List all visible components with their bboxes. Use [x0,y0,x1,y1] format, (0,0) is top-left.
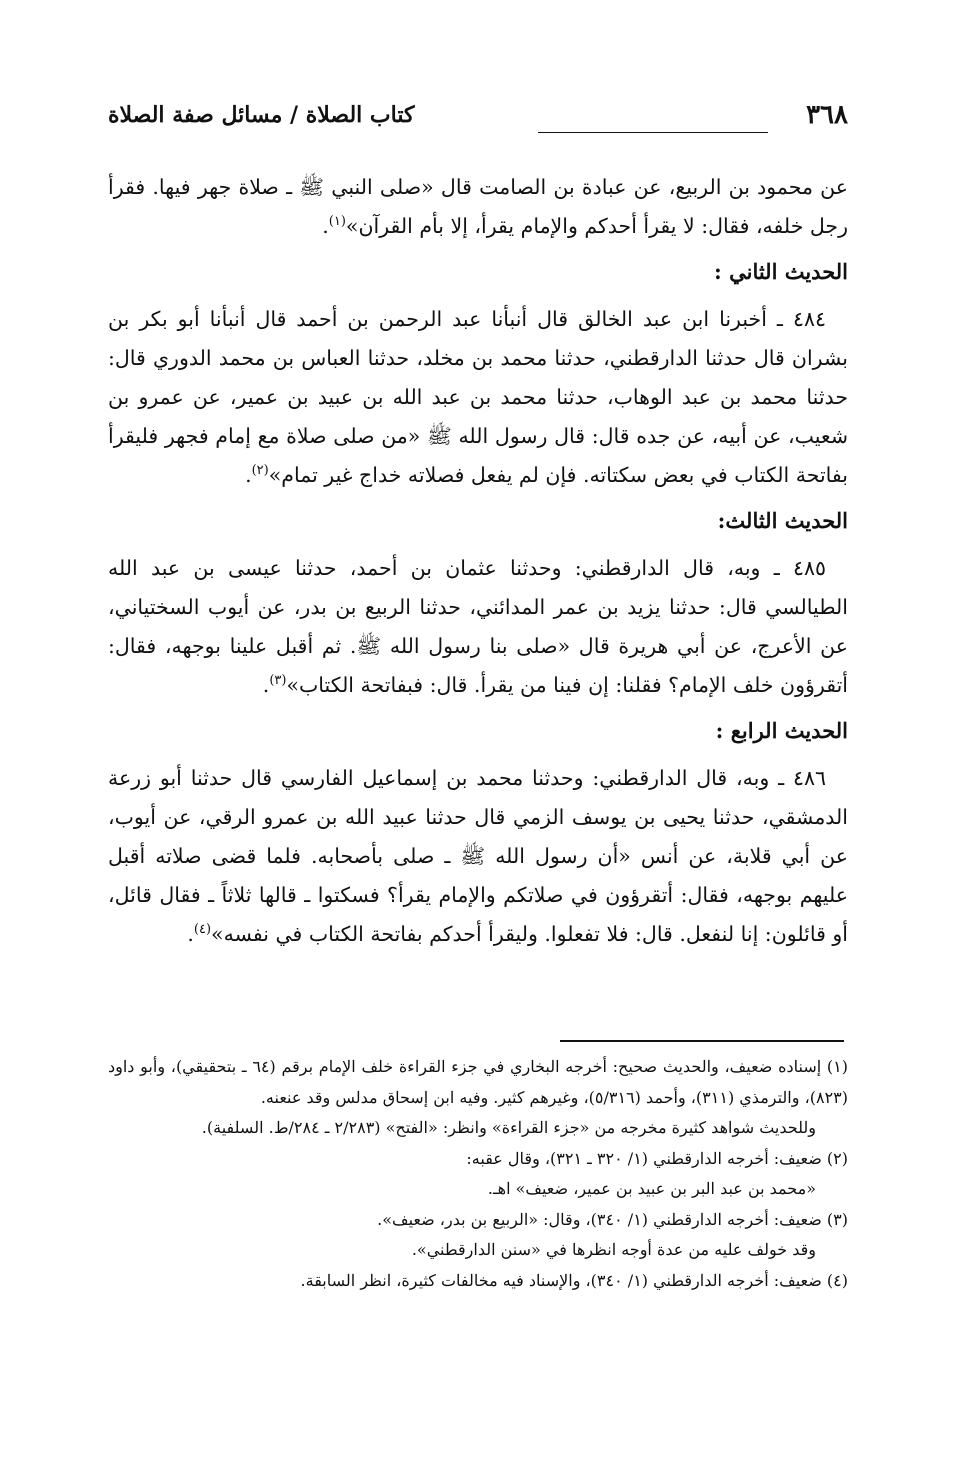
paragraph-3: ٤٨٥ ـ وبه، قال الدارقطني: وحدثنا عثمان بن أحمد، حدثنا عيسى بن عبد الله الطيالسي قال: حدثنا يزيد بن عمر المدائني، حدثنا الربيع بن بدر، عن أيوب السختياني، عن الأعرج، عن أبي هريرة قال «صلى بنا رسول الله ﷺ. ثم أقبل علينا بوجهه، فقال: أتقرؤون خلف الإمام؟ فقلنا: إن فينا من يقرأ. قال: فبفاتحة الكتاب»$^{(٣)}$. [108,556,848,697]
page-number: ٣٦٨ [806,100,848,130]
header-rule [538,132,768,133]
footnote-separator [560,1040,844,1042]
section-heading-2: الحديث الثاني : [714,259,848,284]
footnote-3: (٣) ضعيف: أخرجه الدارقطني (١/ ٣٤٠)، وقال: «الربيع بن بدر، ضعيف». [377,1209,848,1229]
footnotes [108,1052,848,1296]
section-heading-4: الحديث الرابع : [715,718,848,743]
footnote-2: (٢) ضعيف: أخرجه الدارقطني (١/ ٣٢٠ ـ ٣٢١)، وقال عقبه: [466,1148,848,1168]
main-text [108,168,848,954]
page-header [108,100,848,140]
footnote-ref-4: (٤) [193,922,212,938]
footnote-3-continued: وقد خولف عليه من عدة أوجه انظرها في «سنن الدارقطني». [411,1240,816,1259]
paragraph-4: ٤٨٦ ـ وبه، قال الدارقطني: وحدثنا محمد بن إسماعيل الفارسي قال حدثنا أبو زرعة الدمشقي، حدثنا يحيى بن يوسف الزمي قال حدثنا عبيد الله بن عمرو الرقي، عن أيوب، عن أبي قلابة، عن أنس «أن رسول الله ﷺ ـ صلى بأصحابه. فلما قضى صلاته أقبل عليهم بوجهه، فقال: أتقرؤون في صلاتكم والإمام يقرأ؟ فسكتوا ـ قالها ثلاثاً ـ فقال قائل، أو قائلون: إنا لنفعل. قال: فلا تفعلوا. وليقرأ أحدكم بفاتحة الكتاب في نفسه»$^{(٤)}$. [108,766,848,946]
paragraph-1: عن محمود بن الربيع، عن عبادة بن الصامت قال «صلى النبي ﷺ ـ صلاة جهر فيها. فقرأ رجل خلفه، فقال: لا يقرأ أحدكم والإمام يقرأ، إلا بأم القرآن»$^{(١)}$. [108,175,848,238]
footnote-1: (١) إسناده ضعيف، والحديث صحيح: أخرجه البخاري في جزء القراءة خلف الإمام برقم (٦٤ ـ بتحقيقي)، وأبو داود (٨٢٣)، والترمذي (٣١١)، وأحمد (٥/٣١٦)، وغيرهم كثير. وفيه ابن إسحاق مدلس وقد عنعنه. [108,1057,848,1107]
footnote-ref-2: (٢) [251,463,269,479]
section-heading-3: الحديث الثالث: [717,508,848,533]
footnote-1-continued: وللحديث شواهد كثيرة مخرجه من «جزء القراءة» وانظر: «الفتح» (٢/٢٨٣ ـ ٢٨٤/ط. السلفية). [201,1118,816,1137]
paragraph-2: ٤٨٤ ـ أخبرنا ابن عبد الخالق قال أنبأنا عبد الرحمن بن أحمد قال أنبأنا أبو بكر بن بشران قال حدثنا الدارقطني، حدثنا محمد بن مخلد، حدثنا العباس بن محمد الدوري قال: حدثنا محمد بن عبد الوهاب، حدثنا محمد بن عبد الله بن عبيد بن عمير، عن عمرو بن شعيب، عن أبيه، عن جده قال: قال رسول الله ﷺ «من صلى صلاة مع إمام فجهر فليقرأ بفاتحة الكتاب في بعض سكتاته. فإن لم يفعل فصلاته خداج غير تمام»$^{(٢)}$. [108,307,848,487]
footnote-2-continued: «محمد بن عبد البر بن عبيد بن عمير، ضعيف» اهـ. [487,1179,816,1198]
footnote-ref-1: (١) [328,214,346,230]
running-title: كتاب الصلاة / مسائل صفة الصلاة [108,102,415,128]
footnote-ref-3: (٣) [269,673,287,689]
footnote-4: (٤) ضعيف: أخرجه الدارقطني (١/ ٣٤٠)، والإسناد فيه مخالفات كثيرة، انظر السابقة. [300,1270,848,1290]
